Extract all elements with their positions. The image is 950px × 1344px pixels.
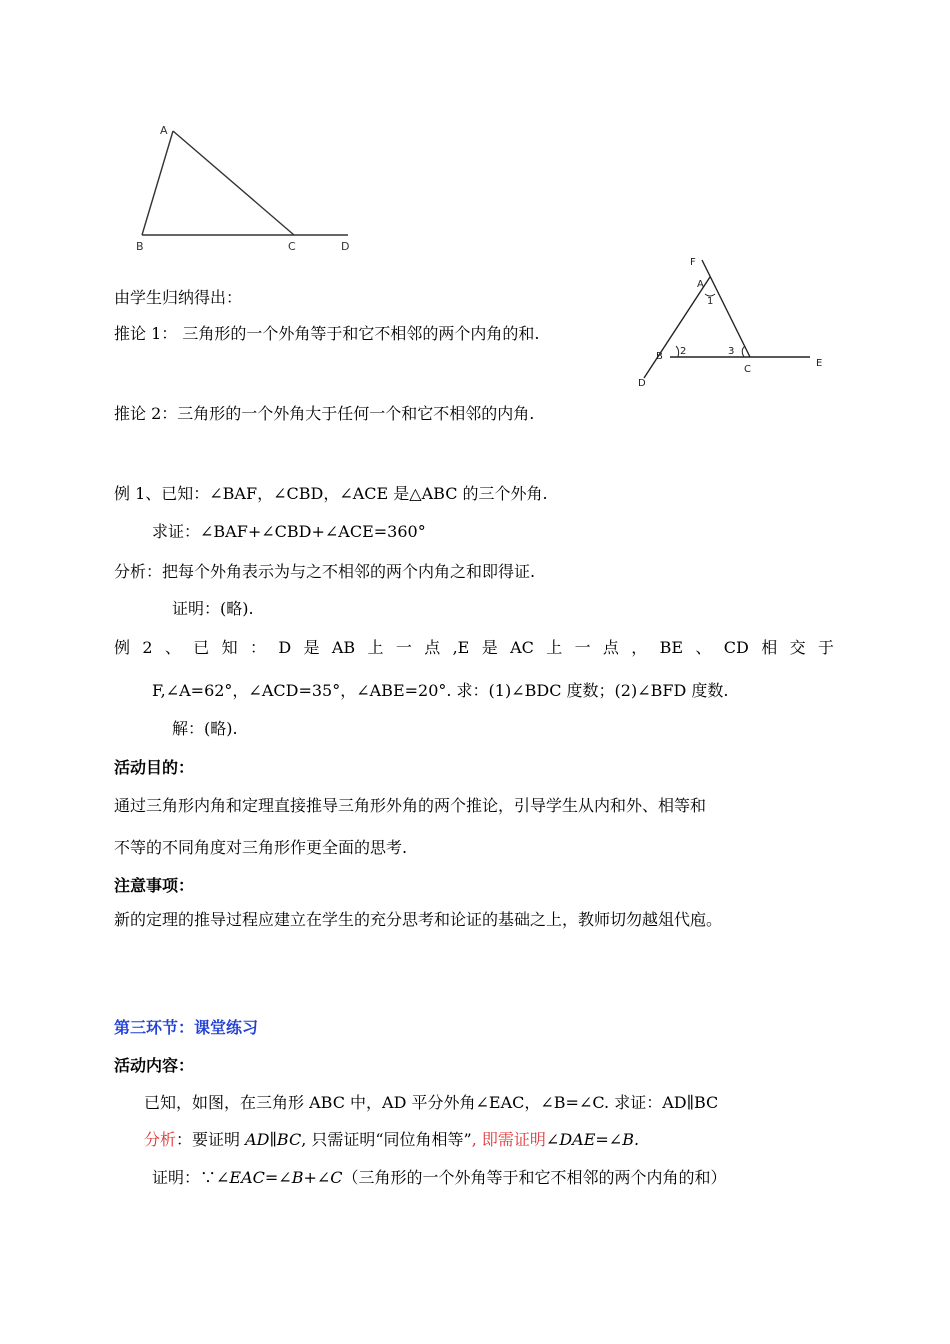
token: 上 <box>367 638 384 657</box>
section-3-title: 第三环节：课堂练习 <box>114 1018 259 1037</box>
token: ,E <box>452 638 470 657</box>
angle-mark-3 <box>742 346 745 357</box>
notes-text: 新的定理的推导过程应建立在学生的充分思考和论证的基础之上，教师切勿越俎代庖。 <box>114 910 723 929</box>
notes-heading: 注意事项： <box>114 876 195 895</box>
activity-content-heading: 活动内容： <box>114 1056 195 1075</box>
token: AC <box>510 638 534 657</box>
label-e: E <box>816 358 823 369</box>
intro-text: 由学生归纳得出： <box>114 288 243 307</box>
line-ad <box>644 277 710 378</box>
label-b: B <box>136 240 144 253</box>
token: ： <box>249 638 266 657</box>
token: 交 <box>789 638 806 657</box>
example-1-given: 例 1、已知：∠BAF，∠CBD，∠ACE 是△ABC 的三个外角. <box>114 484 548 503</box>
token: 例 <box>114 638 131 657</box>
analysis-part-1: ：要证明 <box>176 1130 246 1149</box>
example-2-line-2: F,∠A=62°，∠ACD=35°，∠ABE=20°. 求：(1)∠BDC 度数；(2)∠BFD 度数. <box>152 681 729 700</box>
segment-ab <box>142 131 173 235</box>
proof-part-2: （三角形的一个外角等于和它不相邻的两个内角的和） <box>342 1168 727 1187</box>
label-1: 1 <box>707 296 714 307</box>
analysis-part-3: , 即需证明 <box>471 1130 546 1149</box>
token: 、 <box>695 638 712 657</box>
angle-mark-2 <box>676 346 679 357</box>
token: 点 <box>602 638 619 657</box>
token: 一 <box>395 638 412 657</box>
label-c: C <box>288 240 296 253</box>
analysis-part-2: , 只需证明“同位角相等” <box>301 1130 472 1149</box>
token: ， <box>631 638 648 657</box>
label-b: B <box>656 351 663 362</box>
token: 是 <box>481 638 498 657</box>
purpose-line-1: 通过三角形内角和定理直接推导三角形外角的两个推论，引导学生从内和外、相等和 <box>114 796 707 815</box>
corollary-2: 推论 2：三角形的一个外角大于任何一个和它不相邻的内角. <box>114 404 535 423</box>
label-a: A <box>160 124 168 137</box>
token: 2 <box>142 638 153 657</box>
proof-math-1: ∠EAC=∠B+∠C <box>216 1168 343 1187</box>
purpose-heading: 活动目的： <box>114 758 195 777</box>
token: 点 <box>424 638 441 657</box>
exercise-analysis <box>144 1130 639 1150</box>
token: 是 <box>303 638 320 657</box>
token: CD <box>723 638 749 657</box>
token: 知 <box>221 638 238 657</box>
purpose-line-2: 不等的不同角度对三角形作更全面的思考. <box>114 838 408 857</box>
example-2-solution: 解：(略). <box>172 719 238 738</box>
proof-part-1: 证明：∵ <box>152 1168 217 1187</box>
exercise-problem: 已知，如图，在三角形 ABC 中，AD 平分外角∠EAC，∠B=∠C. 求证：AD∥BC <box>144 1093 719 1112</box>
corollary-1: 推论 1： 三角形的一个外角等于和它不相邻的两个内角的和. <box>114 324 540 343</box>
analysis-label: 分析 <box>144 1130 177 1149</box>
token: 已 <box>193 638 210 657</box>
triangle-figure-1 <box>130 118 370 263</box>
exercise-proof <box>152 1168 727 1188</box>
token: 、 <box>164 638 181 657</box>
label-d: D <box>341 240 350 253</box>
token: 相 <box>761 638 778 657</box>
label-f: F <box>690 257 696 268</box>
example-1-proof: 证明：(略). <box>172 599 254 618</box>
token: 上 <box>546 638 563 657</box>
label-d: D <box>638 378 646 389</box>
triangle-figure-2 <box>632 250 832 390</box>
token: AB <box>331 638 356 657</box>
example-2-line-1 <box>114 638 834 658</box>
label-a: A <box>697 279 704 290</box>
token: D <box>278 638 292 657</box>
segment-ac <box>173 131 294 235</box>
analysis-math-2: ∠DAE=∠B. <box>545 1130 640 1149</box>
token: BE <box>659 638 684 657</box>
label-3: 3 <box>728 346 735 357</box>
example-1-analysis: 分析：把每个外角表示为与之不相邻的两个内角之和即得证. <box>114 562 536 581</box>
token: 于 <box>817 638 834 657</box>
line-fc <box>702 260 750 357</box>
label-2: 2 <box>680 346 687 357</box>
analysis-math-1: AD∥BC <box>245 1130 302 1149</box>
token: 一 <box>574 638 591 657</box>
example-1-prove: 求证：∠BAF+∠CBD+∠ACE=360° <box>152 522 426 541</box>
label-c: C <box>744 364 751 375</box>
